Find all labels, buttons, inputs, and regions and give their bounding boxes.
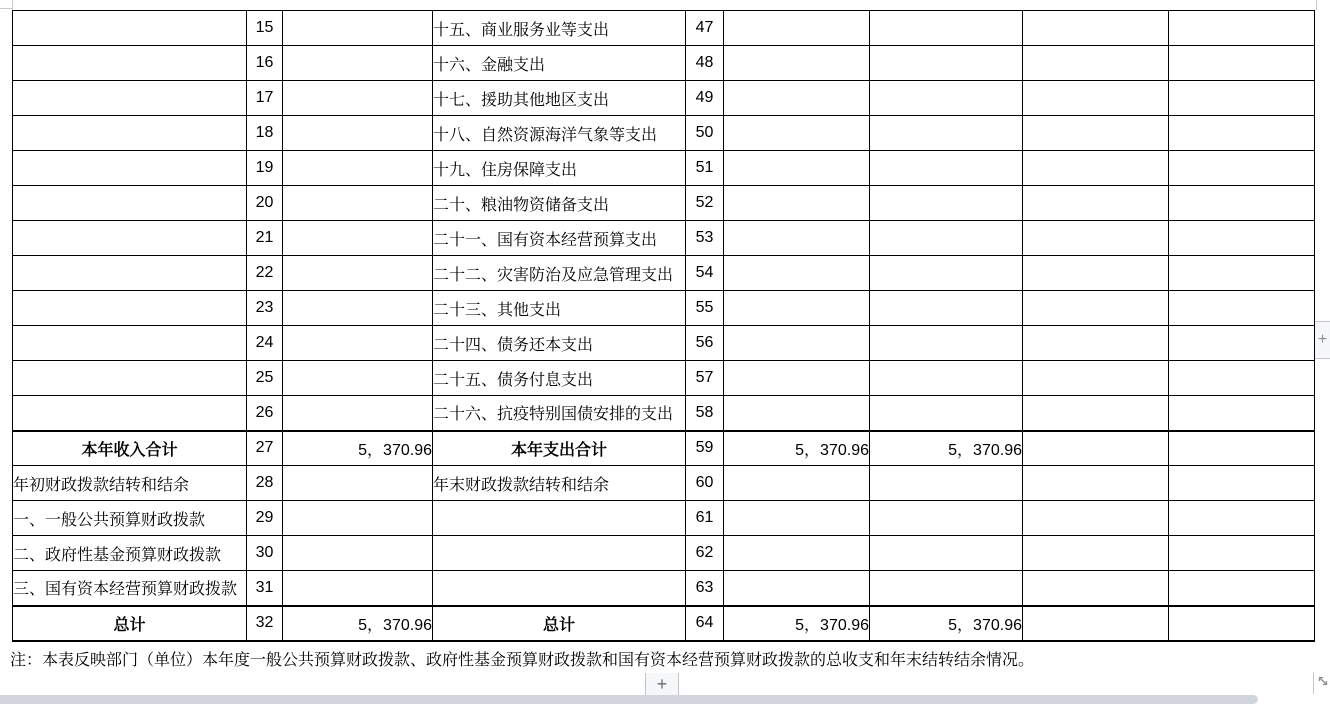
row-number-cell: 58	[686, 396, 724, 431]
item-name-cell	[13, 116, 247, 151]
row-number-cell: 54	[686, 256, 724, 291]
amount-cell	[1023, 606, 1169, 641]
amount-cell	[283, 256, 433, 291]
amount-cell	[1023, 46, 1169, 81]
item-name-cell	[433, 536, 686, 571]
amount-cell	[1023, 151, 1169, 186]
table-row	[13, 186, 1315, 221]
table-row	[13, 326, 1315, 361]
amount-cell	[1169, 606, 1315, 641]
amount-cell	[283, 221, 433, 256]
amount-cell	[1023, 466, 1169, 501]
amount-cell	[870, 326, 1023, 361]
amount-cell	[724, 536, 870, 571]
amount-cell	[870, 116, 1023, 151]
amount-cell: 5，370.96	[724, 431, 870, 466]
row-number-cell: 55	[686, 291, 724, 326]
row-number-cell: 19	[247, 151, 283, 186]
amount-cell	[870, 81, 1023, 116]
row-number-cell: 59	[686, 431, 724, 466]
item-name-cell	[13, 326, 247, 361]
item-name-cell	[13, 221, 247, 256]
table-row	[13, 291, 1315, 326]
item-name-cell: 二十二、灾害防治及应急管理支出	[433, 256, 686, 291]
amount-cell	[283, 46, 433, 81]
table-row	[13, 571, 1315, 606]
amount-cell	[870, 291, 1023, 326]
table-row	[13, 116, 1315, 151]
amount-cell	[1023, 221, 1169, 256]
expand-bottom-button[interactable]: +	[645, 673, 679, 696]
item-name-cell: 三、国有资本经营预算财政拨款	[13, 571, 247, 606]
amount-cell: 5，370.96	[870, 606, 1023, 641]
diagonal-resize-icon	[1317, 674, 1329, 692]
amount-cell	[870, 361, 1023, 396]
amount-cell	[283, 116, 433, 151]
amount-cell	[1169, 151, 1315, 186]
amount-cell	[724, 291, 870, 326]
amount-cell	[724, 186, 870, 221]
amount-cell	[870, 186, 1023, 221]
table-row	[13, 11, 1315, 46]
item-name-cell: 十六、金融支出	[433, 46, 686, 81]
amount-cell	[724, 116, 870, 151]
amount-cell	[724, 501, 870, 536]
amount-cell	[1023, 571, 1169, 606]
row-number-cell: 61	[686, 501, 724, 536]
amount-cell	[1169, 291, 1315, 326]
item-name-cell: 本年支出合计	[433, 431, 686, 466]
amount-cell	[1023, 361, 1169, 396]
amount-cell	[283, 326, 433, 361]
item-name-cell	[433, 501, 686, 536]
amount-cell	[724, 466, 870, 501]
table-row	[13, 361, 1315, 396]
amount-cell	[1169, 186, 1315, 221]
amount-cell	[870, 46, 1023, 81]
amount-cell	[870, 11, 1023, 46]
item-name-cell	[13, 11, 247, 46]
amount-cell	[1169, 396, 1315, 431]
amount-cell	[870, 151, 1023, 186]
amount-cell	[870, 466, 1023, 501]
item-name-cell	[13, 361, 247, 396]
amount-cell	[283, 466, 433, 501]
table-row	[13, 396, 1315, 431]
amount-cell	[724, 221, 870, 256]
row-number-cell: 62	[686, 536, 724, 571]
item-name-cell: 二、政府性基金预算财政拨款	[13, 536, 247, 571]
amount-cell	[1023, 291, 1169, 326]
row-number-cell: 56	[686, 326, 724, 361]
row-number-cell: 24	[247, 326, 283, 361]
row-number-cell: 21	[247, 221, 283, 256]
amount-cell	[1169, 571, 1315, 606]
item-name-cell: 总计	[13, 606, 247, 641]
table-footnote: 注：本表反映部门（单位）本年度一般公共预算财政拨款、政府性基金预算财政拨款和国有资本经营预算财政拨款的总收支和年末结转结余情况。	[10, 652, 1035, 669]
amount-cell	[283, 536, 433, 571]
row-number-cell: 20	[247, 186, 283, 221]
amount-cell	[283, 151, 433, 186]
row-number-cell: 22	[247, 256, 283, 291]
row-number-cell: 48	[686, 46, 724, 81]
row-number-cell: 17	[247, 81, 283, 116]
table-row	[13, 256, 1315, 291]
amount-cell	[1023, 186, 1169, 221]
row-number-cell: 60	[686, 466, 724, 501]
gridline-stub	[12, 0, 13, 10]
amount-cell	[724, 151, 870, 186]
amount-cell	[724, 11, 870, 46]
amount-cell	[724, 256, 870, 291]
row-number-cell: 25	[247, 361, 283, 396]
row-number-cell: 57	[686, 361, 724, 396]
amount-cell	[1169, 256, 1315, 291]
amount-cell	[1169, 361, 1315, 396]
amount-cell	[1169, 11, 1315, 46]
amount-cell	[1169, 536, 1315, 571]
amount-cell	[1169, 46, 1315, 81]
row-number-cell: 51	[686, 151, 724, 186]
amount-cell	[1023, 396, 1169, 431]
amount-cell	[283, 186, 433, 221]
item-name-cell	[13, 186, 247, 221]
table-row	[13, 431, 1315, 466]
row-number-cell: 15	[247, 11, 283, 46]
item-name-cell: 年末财政拨款结转和结余	[433, 466, 686, 501]
row-number-cell: 47	[686, 11, 724, 46]
item-name-cell: 二十一、国有资本经营预算支出	[433, 221, 686, 256]
amount-cell	[870, 571, 1023, 606]
amount-cell	[1169, 221, 1315, 256]
item-name-cell	[13, 291, 247, 326]
fiscal-appropriation-table	[12, 10, 1315, 642]
row-number-cell: 32	[247, 606, 283, 641]
table-row	[13, 46, 1315, 81]
row-number-cell: 31	[247, 571, 283, 606]
amount-cell	[724, 81, 870, 116]
amount-cell	[724, 326, 870, 361]
row-number-cell: 28	[247, 466, 283, 501]
amount-cell	[1169, 116, 1315, 151]
item-name-cell: 二十三、其他支出	[433, 291, 686, 326]
amount-cell	[1023, 81, 1169, 116]
item-name-cell: 总计	[433, 606, 686, 641]
amount-cell	[1023, 431, 1169, 466]
row-number-cell: 23	[247, 291, 283, 326]
amount-cell: 5，370.96	[283, 606, 433, 641]
item-name-cell: 十九、住房保障支出	[433, 151, 686, 186]
item-name-cell	[13, 151, 247, 186]
amount-cell	[1169, 326, 1315, 361]
row-number-cell: 49	[686, 81, 724, 116]
amount-cell	[724, 396, 870, 431]
amount-cell: 5，370.96	[283, 431, 433, 466]
item-name-cell	[13, 396, 247, 431]
item-name-cell	[13, 46, 247, 81]
amount-cell	[1169, 466, 1315, 501]
item-name-cell: 本年收入合计	[13, 431, 247, 466]
horizontal-scrollbar-thumb[interactable]	[0, 695, 1258, 704]
table-row	[13, 151, 1315, 186]
resize-handle[interactable]	[1313, 672, 1330, 694]
amount-cell	[283, 81, 433, 116]
amount-cell	[724, 571, 870, 606]
row-number-cell: 52	[686, 186, 724, 221]
amount-cell	[283, 291, 433, 326]
amount-cell	[724, 361, 870, 396]
table-row	[13, 606, 1315, 641]
item-name-cell: 十八、自然资源海洋气象等支出	[433, 116, 686, 151]
amount-cell	[1023, 116, 1169, 151]
item-name-cell	[13, 256, 247, 291]
amount-cell	[870, 536, 1023, 571]
gridline-stub	[1316, 0, 1317, 10]
table-row	[13, 536, 1315, 571]
row-number-cell: 30	[247, 536, 283, 571]
row-number-cell: 27	[247, 431, 283, 466]
amount-cell	[1169, 431, 1315, 466]
item-name-cell: 年初财政拨款结转和结余	[13, 466, 247, 501]
item-name-cell: 二十四、债务还本支出	[433, 326, 686, 361]
amount-cell	[1023, 501, 1169, 536]
item-name-cell: 二十六、抗疫特别国债安排的支出	[433, 396, 686, 431]
row-number-cell: 53	[686, 221, 724, 256]
item-name-cell	[13, 81, 247, 116]
table-row	[13, 501, 1315, 536]
expand-right-button[interactable]: +	[1315, 321, 1330, 359]
row-number-cell: 63	[686, 571, 724, 606]
item-name-cell: 一、一般公共预算财政拨款	[13, 501, 247, 536]
amount-cell	[283, 501, 433, 536]
amount-cell: 5，370.96	[870, 431, 1023, 466]
amount-cell	[724, 46, 870, 81]
amount-cell	[1023, 11, 1169, 46]
amount-cell	[870, 221, 1023, 256]
row-number-cell: 29	[247, 501, 283, 536]
item-name-cell: 十七、援助其他地区支出	[433, 81, 686, 116]
amount-cell	[870, 256, 1023, 291]
amount-cell	[1023, 326, 1169, 361]
amount-cell	[283, 571, 433, 606]
item-name-cell: 十五、商业服务业等支出	[433, 11, 686, 46]
amount-cell	[283, 11, 433, 46]
amount-cell	[283, 361, 433, 396]
amount-cell	[283, 396, 433, 431]
item-name-cell: 二十五、债务付息支出	[433, 361, 686, 396]
row-number-cell: 50	[686, 116, 724, 151]
item-name-cell: 二十、粮油物资储备支出	[433, 186, 686, 221]
amount-cell	[870, 396, 1023, 431]
table-row	[13, 221, 1315, 256]
table-row	[13, 466, 1315, 501]
amount-cell	[1169, 501, 1315, 536]
amount-cell	[1023, 256, 1169, 291]
amount-cell	[870, 501, 1023, 536]
row-number-cell: 18	[247, 116, 283, 151]
table-row	[13, 81, 1315, 116]
item-name-cell	[433, 571, 686, 606]
amount-cell	[1023, 536, 1169, 571]
row-number-cell: 64	[686, 606, 724, 641]
amount-cell: 5，370.96	[724, 606, 870, 641]
row-number-cell: 16	[247, 46, 283, 81]
row-number-cell: 26	[247, 396, 283, 431]
amount-cell	[1169, 81, 1315, 116]
